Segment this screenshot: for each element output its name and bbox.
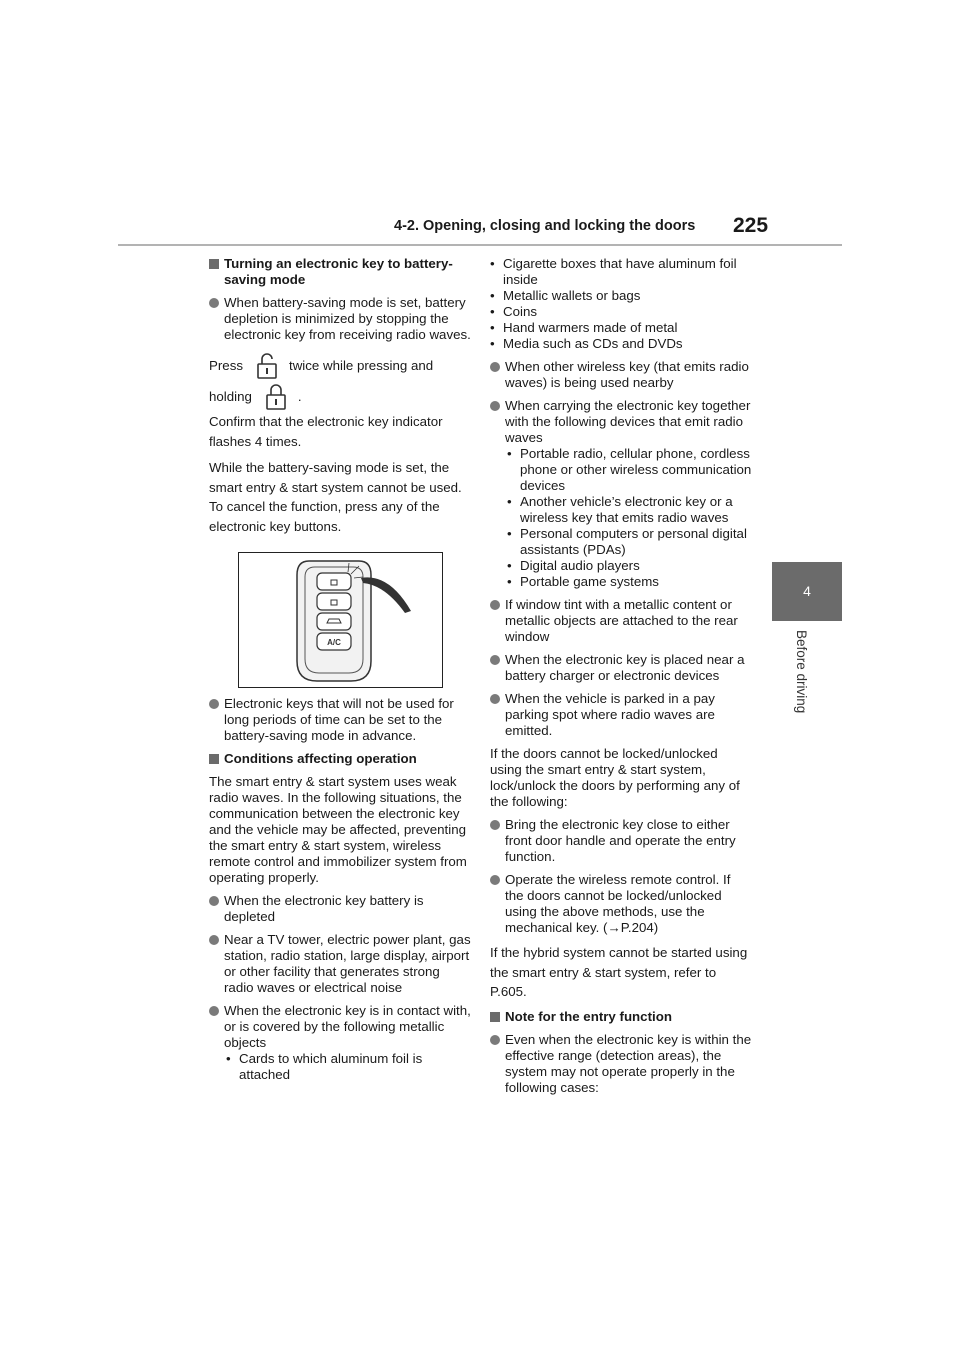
bullet-text: When carrying the electronic key together with the following devices that emit radio waves bbox=[490, 398, 752, 446]
sub-item: • Another vehicle’s electronic key or a wireless key that emits radio waves bbox=[490, 494, 752, 526]
bullet-text: When battery-saving mode is set, battery depletion is minimized by stopping the electronic key from receiving radio waves. bbox=[209, 295, 471, 343]
bullet-text: When the electronic key battery is depleted bbox=[209, 893, 471, 925]
sub-list bbox=[490, 446, 752, 590]
figure-ac-label: A/C bbox=[327, 638, 341, 647]
lock-unlock-paragraph: If the doors cannot be locked/unlocked using the smart entry & start system, lock/unlock the doors by performing any of the following: bbox=[490, 746, 740, 809]
bullet-text: Electronic keys that will not be used for long periods of time can be set to the battery-saving mode in advance. bbox=[209, 696, 471, 744]
bullet-text: When the electronic key is placed near a battery charger or electronic devices bbox=[490, 652, 752, 684]
heading-conditions: Conditions affecting operation bbox=[209, 751, 471, 767]
header-rule bbox=[118, 244, 842, 246]
electronic-key-illustration bbox=[239, 553, 442, 687]
heading-entry-note: Note for the entry function bbox=[490, 1009, 752, 1025]
page-header bbox=[0, 0, 960, 250]
sub-item: • Cards to which aluminum foil is attached bbox=[209, 1051, 471, 1083]
chapter-number: 4 bbox=[803, 583, 811, 599]
bullet-text: Even when the electronic key is within the effective range (detection areas), the system may not operate properly in the following cases: bbox=[490, 1032, 752, 1096]
section-title: 4-2. Opening, closing and locking the doors bbox=[394, 218, 696, 234]
right-column bbox=[490, 256, 752, 1103]
lock-icon bbox=[264, 383, 288, 411]
unlock-icon bbox=[255, 352, 279, 380]
press-post-text: twice while pressing and bbox=[289, 357, 434, 373]
bullet-text: When the electronic key is in contact with, or is covered by the following metallic objects bbox=[209, 1003, 471, 1051]
holding-post-text: . bbox=[297, 388, 302, 404]
heading-battery-saving: Turning an electronic key to battery-saving mode bbox=[209, 256, 471, 288]
bullet-text: Near a TV tower, electric power plant, gas station, radio station, large display, airport or other facility that generates strong radio waves or electrical noise bbox=[209, 932, 471, 996]
while-text: While the battery-saving mode is set, the smart entry & start system cannot be used. To cancel the function, press any of the electronic key buttons. bbox=[209, 460, 462, 534]
bullet-text: Operate the wireless remote control. If the doors cannot be locked/unlocked using the above methods, use the mechanical key. (→P.204) bbox=[490, 872, 752, 936]
conditions-paragraph: The smart entry & start system uses weak radio waves. In the following situations, the communication between the electronic key and the vehicle may be affected, preventing the smart entry & start system, wireless remote control and immobilizer system from operating properly. bbox=[209, 774, 467, 885]
sub-list bbox=[490, 256, 752, 352]
holding-text: holding bbox=[209, 388, 252, 404]
sub-item: • Portable radio, cellular phone, cordless phone or other wireless communication devices bbox=[490, 446, 752, 494]
chapter-tab bbox=[772, 562, 842, 621]
hybrid-paragraph: If the hybrid system cannot be started using the smart entry & start system, refer to P.605. bbox=[490, 945, 748, 999]
sub-item: • Personal computers or personal digital assistants (PDAs) bbox=[490, 526, 752, 558]
chapter-label: Before driving bbox=[794, 630, 809, 714]
sub-item: • Metallic wallets or bags bbox=[490, 288, 752, 304]
sub-item: • Digital audio players bbox=[490, 558, 752, 574]
sub-item: • Media such as CDs and DVDs bbox=[490, 336, 752, 352]
sub-list bbox=[209, 1051, 471, 1083]
electronic-key-figure bbox=[238, 552, 443, 688]
press-instruction bbox=[209, 350, 471, 381]
bullet-text: When other wireless key (that emits radio waves) is being used nearby bbox=[490, 359, 752, 391]
bullet-text: When the vehicle is parked in a pay parking spot where radio waves are emitted. bbox=[490, 691, 752, 739]
press-text: Press bbox=[209, 357, 243, 373]
confirm-text: Confirm that the electronic key indicator flashes 4 times. bbox=[209, 414, 443, 449]
bullet-text: If window tint with a metallic content or metallic objects are attached to the rear window bbox=[490, 597, 752, 645]
sub-item: • Portable game systems bbox=[490, 574, 752, 590]
sub-item: • Coins bbox=[490, 304, 752, 320]
sub-item: • Hand warmers made of metal bbox=[490, 320, 752, 336]
bullet-text: Bring the electronic key close to either front door handle and operate the entry function. bbox=[490, 817, 752, 865]
left-column bbox=[209, 256, 471, 1090]
holding-instruction bbox=[209, 381, 471, 412]
page-number: 225 bbox=[733, 214, 769, 237]
sub-item: • Cigarette boxes that have aluminum foil inside bbox=[490, 256, 752, 288]
